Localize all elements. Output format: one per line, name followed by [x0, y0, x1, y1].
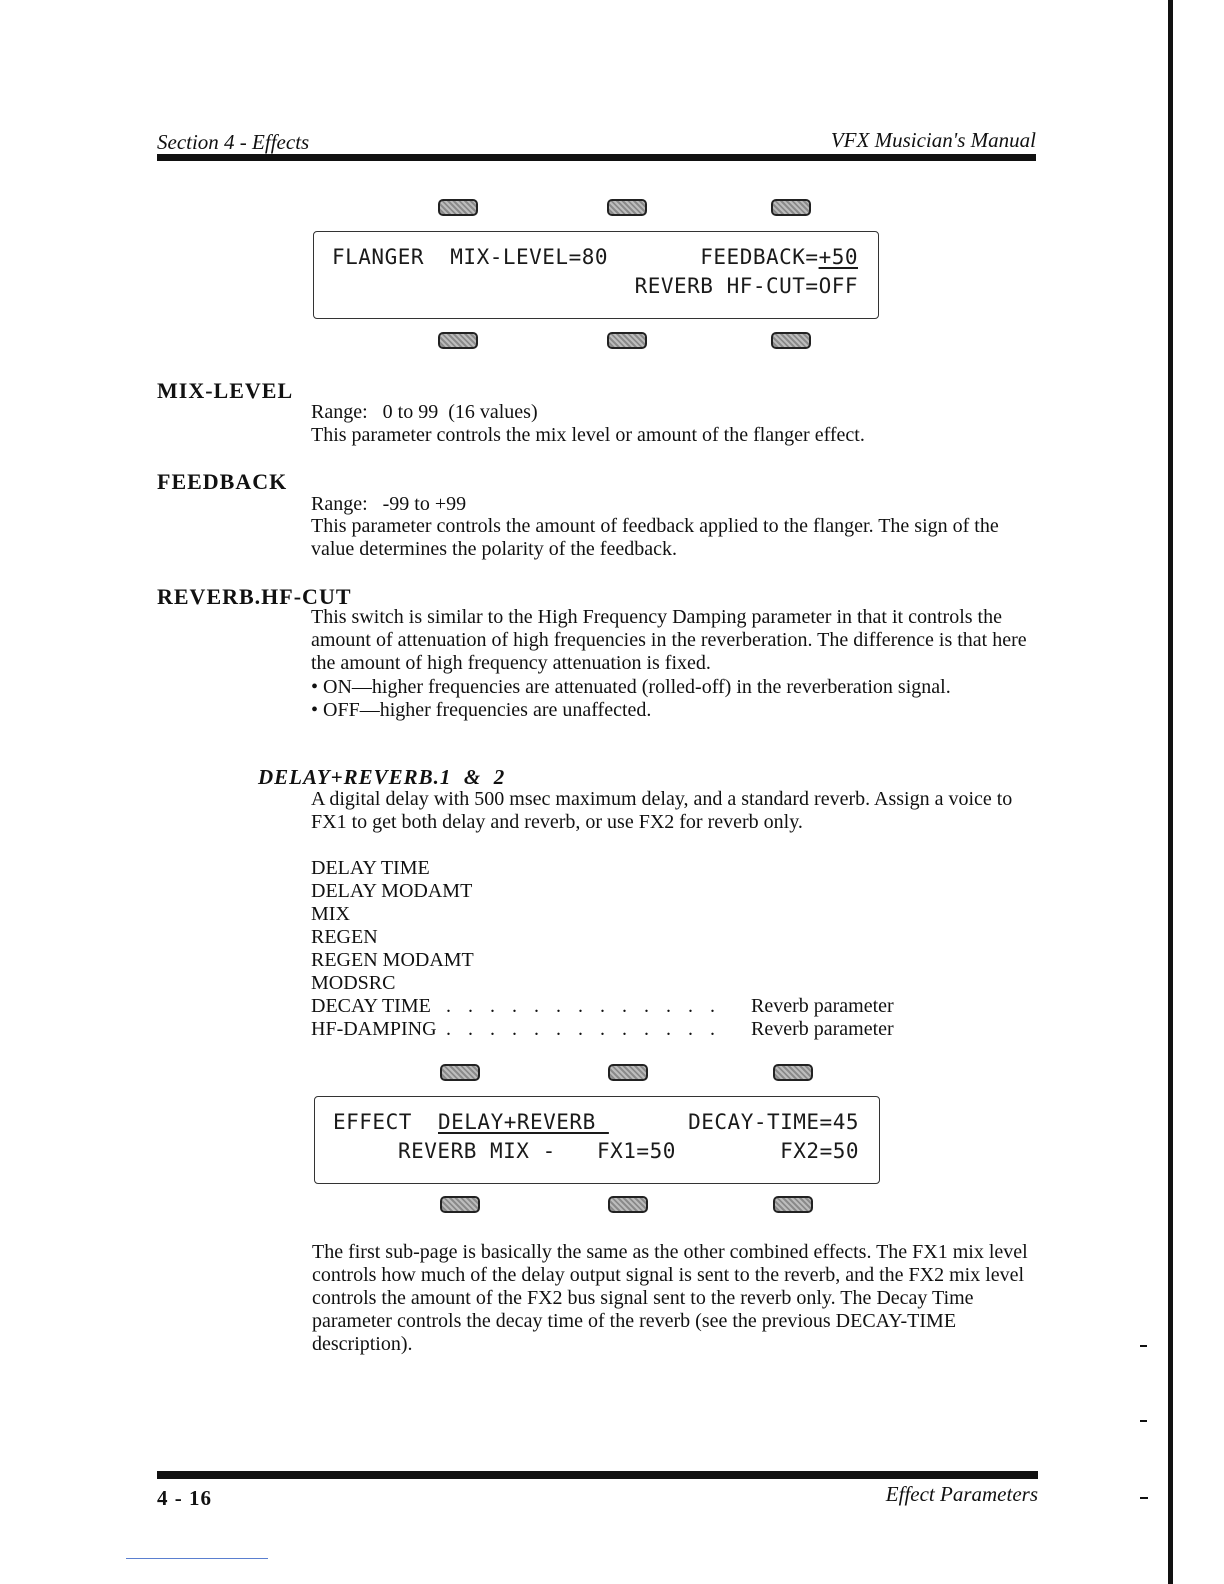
- right-edge-line: [1168, 0, 1173, 1584]
- soft-button-bottom-left[interactable]: [438, 332, 478, 349]
- list-item-label: HF-DAMPING: [311, 1018, 437, 1040]
- lcd-line2-mid: FX1=50: [597, 1139, 676, 1163]
- soft-button-top-left[interactable]: [438, 199, 478, 216]
- header-rule: [157, 154, 1036, 161]
- closing-paragraph: The first sub-page is basically the same as the other combined effects. The FX1 mix level controls how much of the delay output signal is sent to the reverb, and the FX2 mix level controls the amount of the FX2 bus signal sent to the reverb only. The Decay Time parameter controls the decay time of the reverb (see the previous DECAY-TIME description).: [312, 1241, 1028, 1355]
- lcd-line2-right: FX2=50: [780, 1139, 859, 1163]
- param-range-mix-level: Range: 0 to 99 (16 values): [311, 401, 538, 423]
- soft-button-top-left[interactable]: [440, 1064, 480, 1081]
- list-item: MIX: [311, 903, 350, 925]
- header-section-label: Section 4 - Effects: [157, 130, 310, 154]
- lcd-line1-label: EFFECT: [333, 1110, 412, 1134]
- bottom-blue-line: [126, 1558, 268, 1559]
- param-term-feedback: FEEDBACK: [157, 469, 288, 494]
- soft-button-bottom-left[interactable]: [440, 1196, 480, 1213]
- parameter-list: [311, 857, 931, 1041]
- param-term-reverb-hf-cut: REVERB.HF-CUT: [157, 584, 352, 609]
- param-desc-feedback: This parameter controls the amount of feedback applied to the flanger. The sign of the value determines the polarity of the feedback.: [311, 515, 999, 560]
- list-item-decay-time: [311, 995, 931, 1018]
- lcd-feedback-value: +50: [818, 245, 858, 269]
- footer-rule: [157, 1471, 1038, 1479]
- param-term-mix-level: MIX-LEVEL: [157, 378, 294, 403]
- margin-tick: [1140, 1420, 1147, 1422]
- soft-button-bottom-center[interactable]: [608, 1196, 648, 1213]
- bullet-item: • OFF—higher frequencies are unaffected.: [311, 699, 652, 721]
- soft-button-top-right[interactable]: [771, 199, 811, 216]
- list-item: MODSRC: [311, 972, 396, 994]
- list-item: DELAY MODAMT: [311, 880, 473, 902]
- margin-tick: [1140, 1345, 1147, 1347]
- soft-button-top-center[interactable]: [608, 1064, 648, 1081]
- list-item: DELAY TIME: [311, 857, 430, 879]
- soft-button-top-right[interactable]: [773, 1064, 813, 1081]
- soft-button-top-center[interactable]: [607, 199, 647, 216]
- bullet-item: • ON—higher frequencies are attenuated (rolled-off) in the reverberation signal.: [311, 676, 951, 698]
- leader-dots: . . . . . . . . . . . . .: [446, 995, 721, 1017]
- lcd-line1-right: DECAY-TIME=45: [688, 1110, 859, 1134]
- soft-button-bottom-center[interactable]: [607, 332, 647, 349]
- leader-dots: . . . . . . . . . . . . .: [446, 1018, 721, 1040]
- lcd-line1-left: FLANGER MIX-LEVEL=80: [332, 245, 609, 269]
- param-desc-reverb-hf-cut: This switch is similar to the High Frequency Damping parameter in that it controls the amount of attenuation of high frequencies in the reverberation. The difference is that here the amount of high frequency attenuation is fixed.: [311, 606, 1027, 674]
- list-item: REGEN MODAMT: [311, 949, 474, 971]
- lcd-line2: REVERB HF-CUT=OFF: [634, 274, 858, 298]
- margin-tick: [1140, 1497, 1148, 1499]
- list-item-hf-damping: [311, 1018, 931, 1041]
- header-manual-title: VFX Musician's Manual: [830, 128, 1036, 152]
- reverb-note: Reverb parameter: [751, 995, 894, 1017]
- soft-button-bottom-right[interactable]: [771, 332, 811, 349]
- lcd-effect-value: DELAY+REVERB: [438, 1110, 609, 1134]
- footer-page-number: 4 - 16: [157, 1486, 212, 1510]
- footer-chapter-title: Effect Parameters: [885, 1482, 1038, 1506]
- section-title-delay-reverb: DELAY+REVERB.1 & 2: [258, 765, 506, 789]
- lcd-display-delay-reverb: [314, 1096, 880, 1184]
- lcd-line2-left: REVERB MIX -: [398, 1139, 556, 1163]
- list-item: REGEN: [311, 926, 378, 948]
- param-range-feedback: Range: -99 to +99: [311, 493, 467, 515]
- lcd-display-flanger: [313, 231, 879, 319]
- list-item-label: DECAY TIME: [311, 995, 431, 1017]
- soft-button-bottom-right[interactable]: [773, 1196, 813, 1213]
- param-desc-mix-level: This parameter controls the mix level or amount of the flanger effect.: [311, 424, 865, 446]
- reverb-note: Reverb parameter: [751, 1018, 894, 1040]
- section-intro: A digital delay with 500 msec maximum delay, and a standard reverb. Assign a voice to FX1 to get both delay and reverb, or use FX2 for reverb only.: [311, 788, 1013, 833]
- lcd-line1-right: FEEDBACK=+50: [700, 245, 858, 269]
